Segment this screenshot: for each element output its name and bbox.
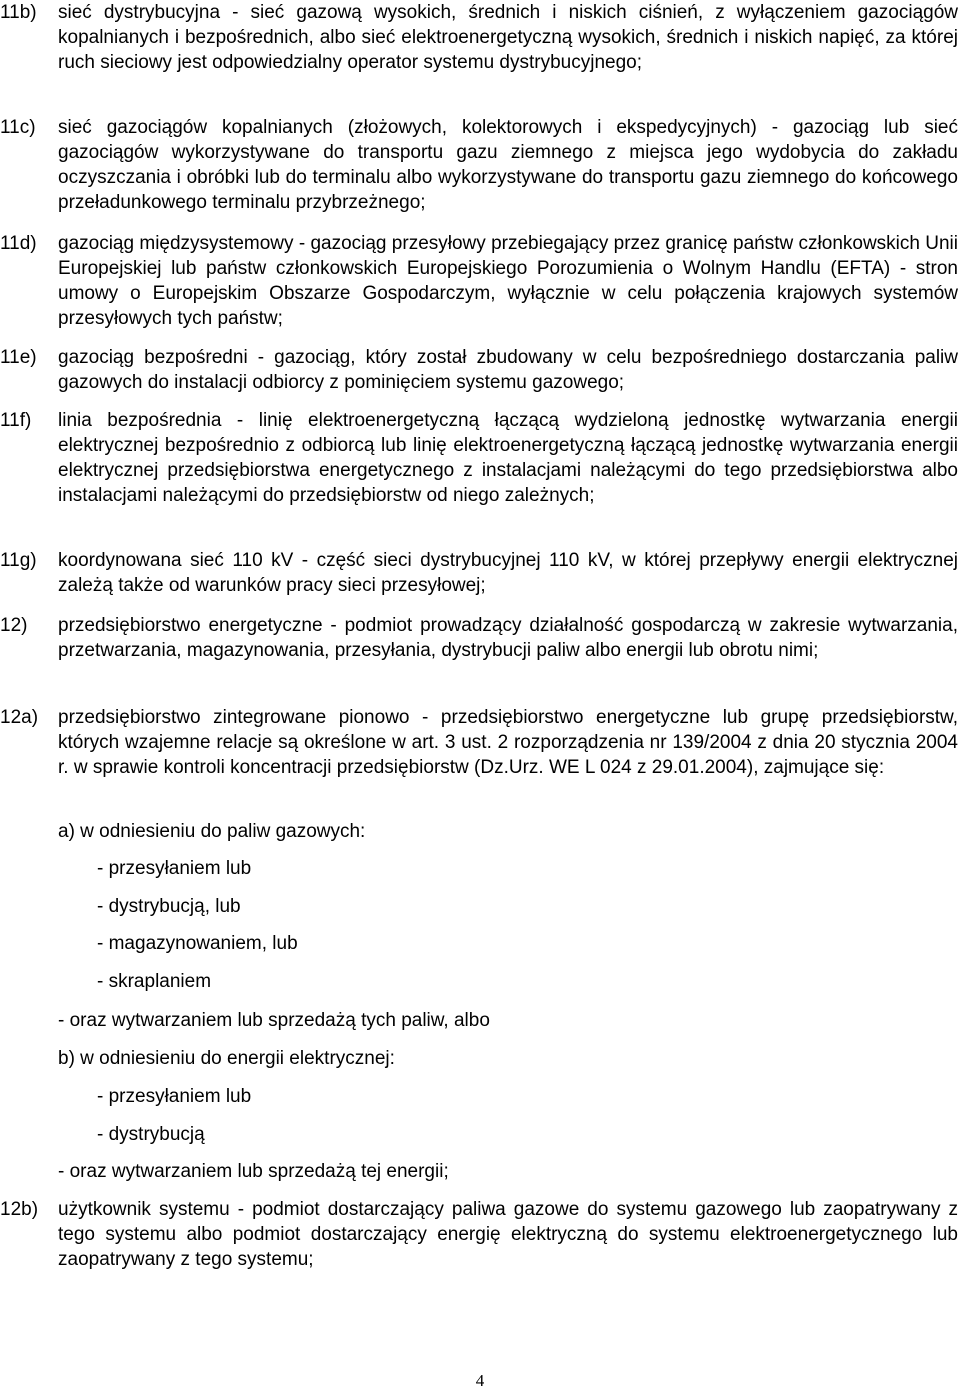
sub-point-b-tail: - oraz wytwarzaniem lub sprzedażą tej energii; <box>58 1161 449 1182</box>
definition-text: linia bezpośrednia - linię elektroenergetyczną łączącą wydzieloną jednostkę wytwarzania energii elektrycznej bezpośrednio z odbiorcą lub linię elektroenergetyczną łączącą jednostkę wytwarzania energii elektrycznej przedsiębiorstwa energetycznego z instalacjami należącymi do tego przedsiębiorstwa albo instalacjami należącymi do przedsiębiorstw od niego zależnych; <box>58 410 958 506</box>
list-item: - magazynowaniem, lub <box>97 933 298 954</box>
definition-number: 11b) <box>0 2 37 23</box>
list-item: - dystrybucją, lub <box>97 896 241 917</box>
definition-11f <box>0 408 958 508</box>
definition-11d <box>0 231 958 331</box>
definition-text: gazociąg bezpośredni - gazociąg, który został zbudowany w celu bezpośredniego dostarczania paliw gazowych do instalacji odbiorcy z pominięciem systemu gazowego; <box>58 347 958 393</box>
definition-text: sieć gazociągów kopalnianych (złożowych, kolektorowych i ekspedycyjnych) - gazociąg lub sieć gazociągów wykorzystywane do transportu gazu ziemnego z miejsca jego wydobycia do zakładu oczyszczania i obróbki lub do terminalu albo wykorzystywane do transportu gazu ziemnego do końcowego przeładunkowego terminalu przybrzeżnego; <box>58 117 958 213</box>
definition-12b <box>0 1197 958 1272</box>
list-item: - przesyłaniem lub <box>97 858 252 879</box>
definition-text: koordynowana sieć 110 kV - część sieci dystrybucyjnej 110 kV, w której przepływy energii elektrycznej zależą także od warunków pracy sieci przesyłowej; <box>58 550 958 596</box>
definition-12 <box>0 613 958 663</box>
definition-text: użytkownik systemu - podmiot dostarczający paliwa gazowe do systemu gazowego lub zaopatrywany z tego systemu albo podmiot dostarczający energię elektryczną do systemu elektroenergetycznego lub zaopatrywany z tego systemu; <box>58 1199 958 1270</box>
definition-12a <box>0 705 958 780</box>
list-item: - dystrybucją <box>97 1124 205 1145</box>
definition-number: 11g) <box>0 550 37 571</box>
page-number: 4 <box>475 1371 485 1390</box>
definition-11e <box>0 345 958 395</box>
definition-11b <box>0 0 958 75</box>
definition-11g <box>0 548 958 598</box>
definition-number: 11f) <box>0 410 32 431</box>
definition-number: 12) <box>0 615 28 636</box>
definition-text: przedsiębiorstwo energetyczne - podmiot prowadzący działalność gospodarczą w zakresie wytwarzania, przetwarzania, magazynowania, przesyłania, dystrybucji paliw albo energii lub obrotu nimi; <box>58 615 958 661</box>
definition-number: 12b) <box>0 1199 39 1220</box>
list-item: - skraplaniem <box>97 971 212 992</box>
definition-text: przedsiębiorstwo zintegrowane pionowo - przedsiębiorstwo energetyczne lub grupę przedsiębiorstw, których wzajemne relacje są określone w art. 3 ust. 2 rozporządzenia nr 139/2004 z dnia 20 stycznia 2004 r. w sprawie kontroli koncentracji przedsiębiorstw (Dz.Urz. WE L 024 z 29.01.2004), zajmujące się: <box>58 707 958 778</box>
definition-number: 12a) <box>0 707 39 728</box>
definition-number: 11e) <box>0 347 37 368</box>
definition-text: gazociąg międzysystemowy - gazociąg przesyłowy przebiegający przez granicę państw członkowskich Unii Europejskiej lub państw członkowskich Europejskiego Porozumienia o Wolnym Handlu (EFTA) - stron umowy o Europejskim Obszarze Gospodarczym, wyłącznie w celu połączenia krajowych systemów przesyłowych tych państw; <box>58 233 958 329</box>
sub-point-b-heading: b) w odniesieniu do energii elektrycznej: <box>58 1048 395 1069</box>
definition-11c <box>0 115 958 215</box>
list-item: - przesyłaniem lub <box>97 1086 252 1107</box>
definition-number: 11c) <box>0 117 36 138</box>
definition-text: sieć dystrybucyjna - sieć gazową wysokich, średnich i niskich ciśnień, z wyłączeniem gazociągów kopalnianych i bezpośrednich, albo sieć elektroenergetyczną wysokich, średnich i niskich napięć, za której ruch sieciowy jest odpowiedzialny operator systemu dystrybucyjnego; <box>58 2 958 73</box>
sub-point-a-heading: a) w odniesieniu do paliw gazowych: <box>58 821 366 842</box>
sub-point-a-tail: - oraz wytwarzaniem lub sprzedażą tych paliw, albo <box>58 1010 490 1031</box>
definition-number: 11d) <box>0 233 37 254</box>
